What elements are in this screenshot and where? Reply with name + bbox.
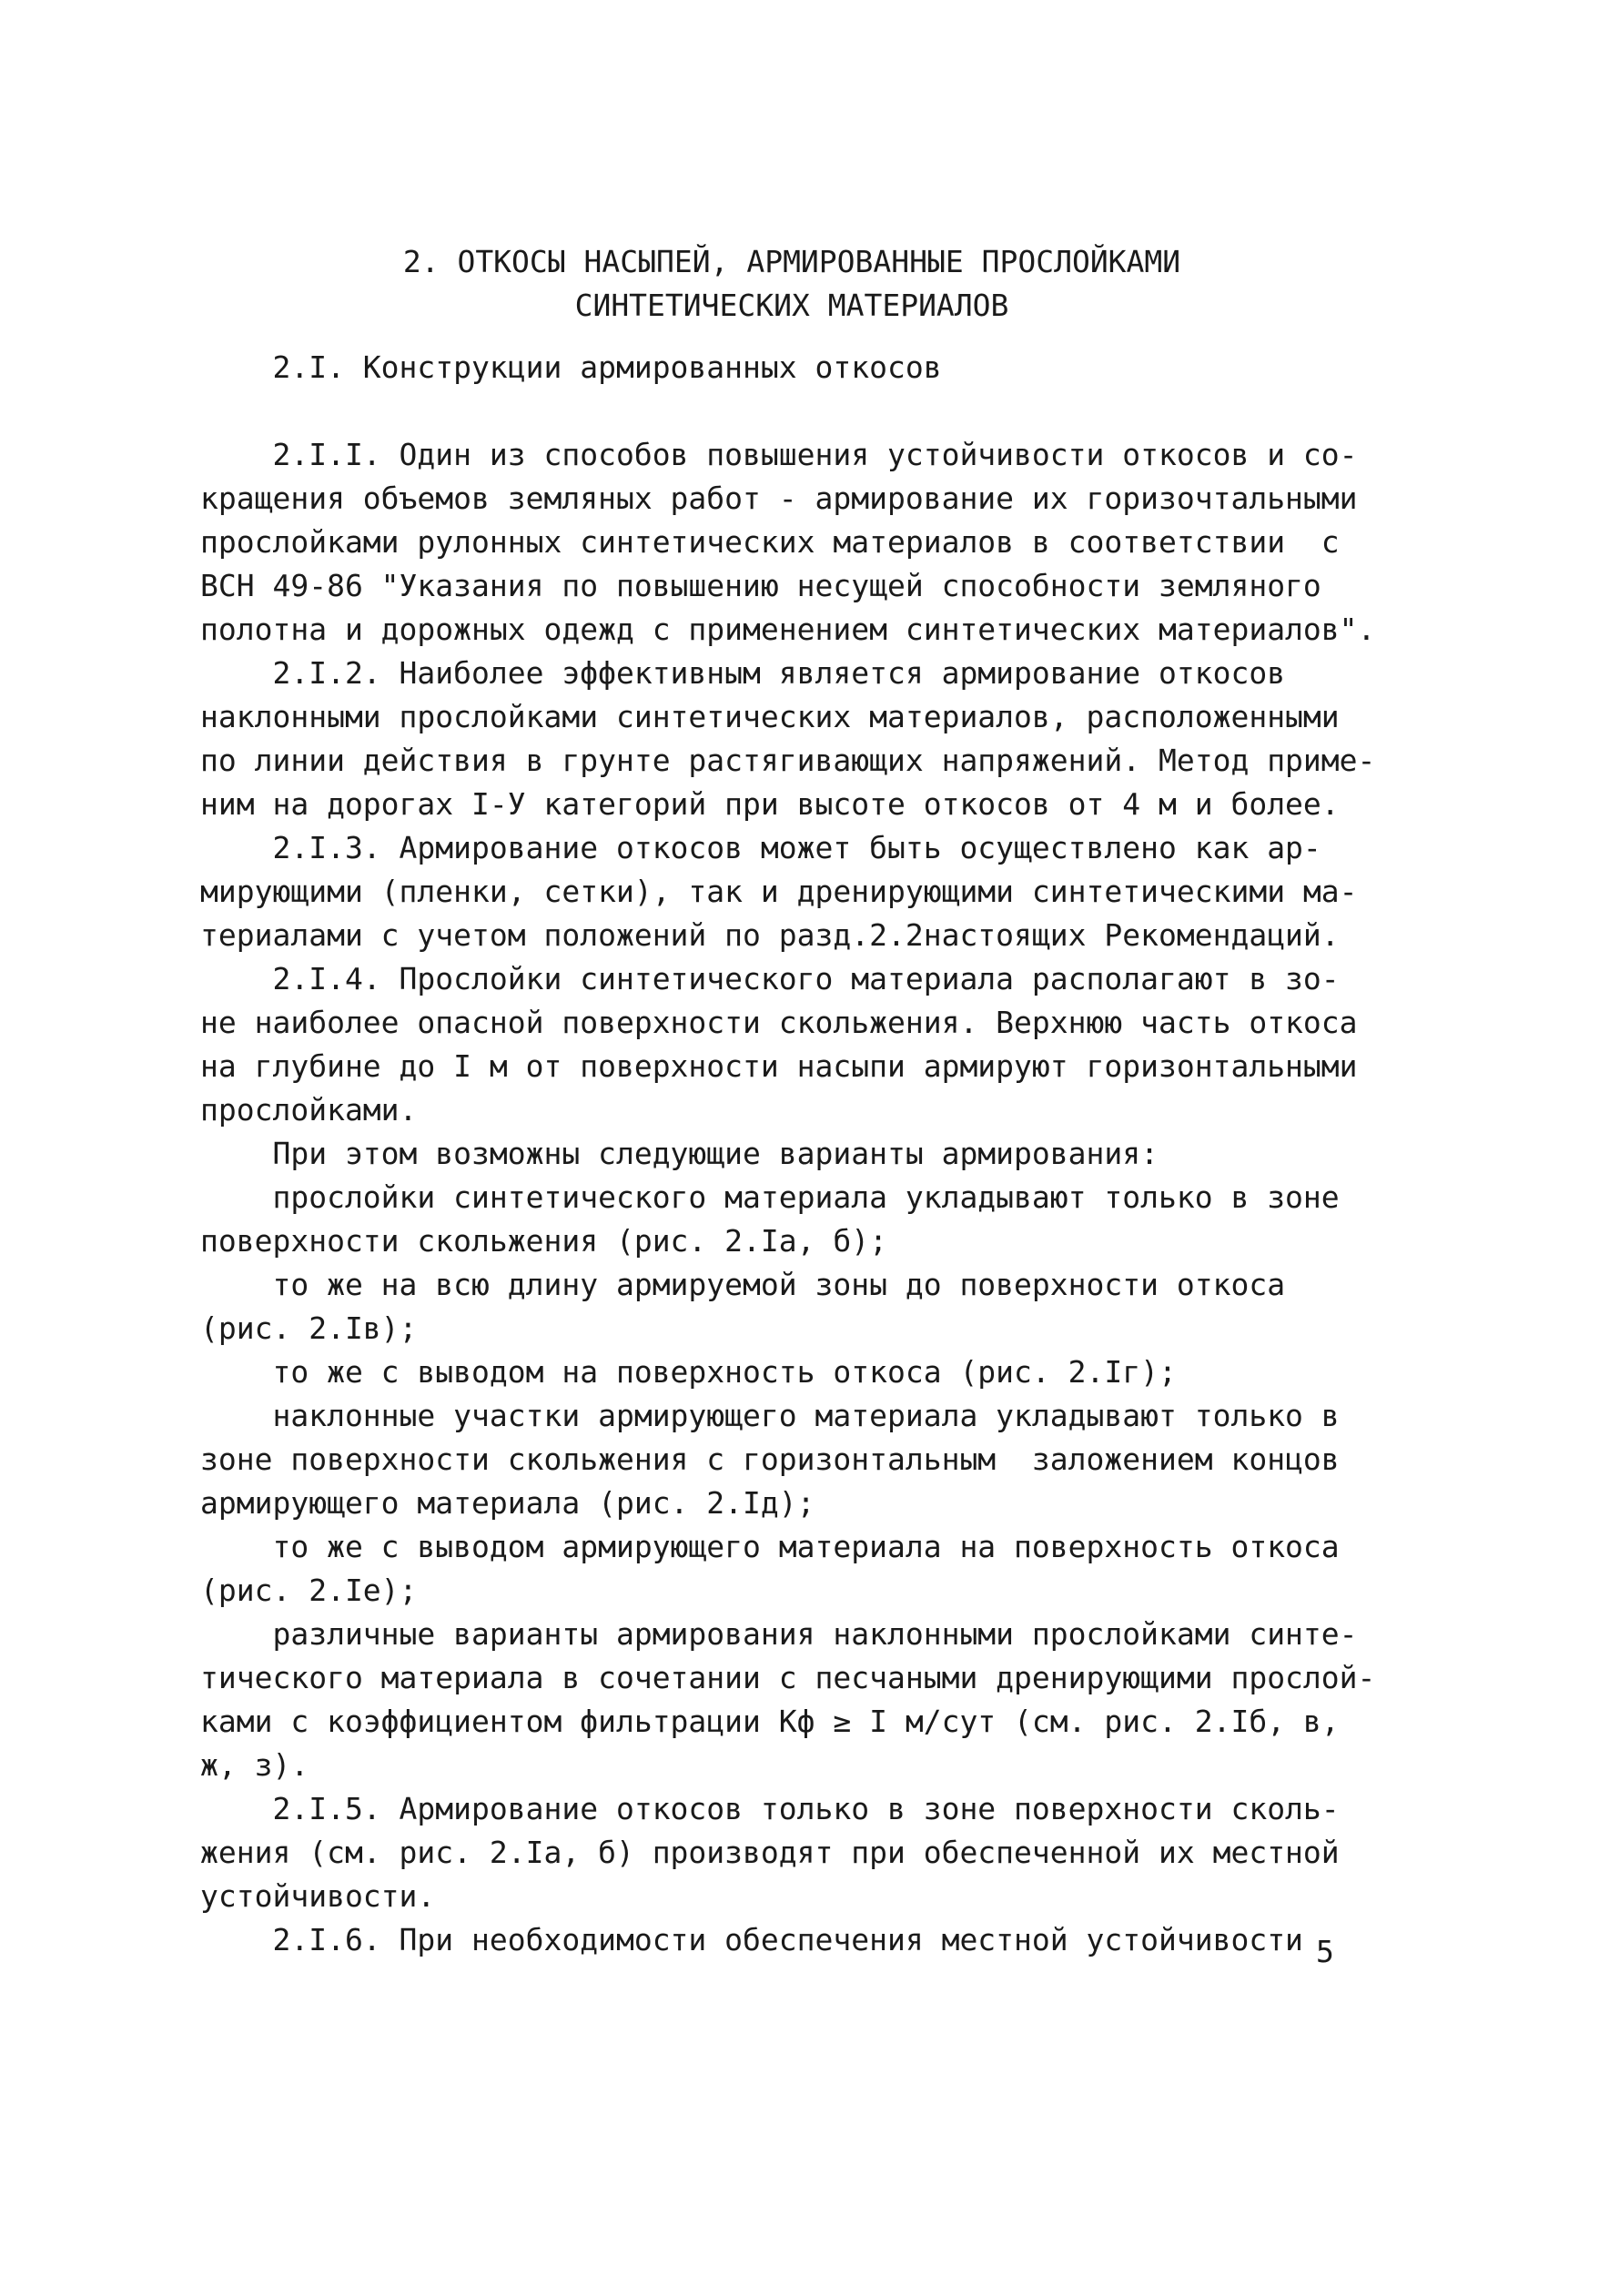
text-line: армирующего материала (рис. 2.Iд); xyxy=(200,1485,815,1521)
text-line: кращения объемов земляных работ - армирование их горизочтальными xyxy=(200,480,1358,516)
text-line: 2.I.I. Один из способов повышения устойчивости откосов и со- xyxy=(200,437,1358,472)
text-line: ж, з). xyxy=(200,1747,309,1783)
text-line: различные варианты армирования наклонными прослойками синте- xyxy=(200,1616,1358,1652)
text-line: прослойки синтетического материала укладывают только в зоне xyxy=(200,1179,1340,1215)
page-number: 5 xyxy=(1316,1934,1334,1969)
text-line: зоне поверхности скольжения с горизонтальным заложением концов xyxy=(200,1441,1340,1477)
text-line: 2.I.3. Армирование откосов может быть осуществлено как ар- xyxy=(200,830,1321,865)
text-line: мирующими (пленки, сетки), так и дренирующими синтетическими ма- xyxy=(200,874,1358,909)
text-line: по линии действия в грунте растягивающих напряжений. Метод приме- xyxy=(200,743,1376,778)
text-line: 2.I.5. Армирование откосов только в зоне поверхности сколь- xyxy=(200,1791,1340,1826)
text-line: (рис. 2.Iе); xyxy=(200,1573,418,1608)
text-line: ВСН 49-86 "Указания по повышению несущей способности земляного xyxy=(200,568,1321,603)
text-line: 2.I.4. Прослойки синтетического материала располагают в зо- xyxy=(200,961,1340,996)
text-line: 2.I.2. Наиболее эффективным является армирование откосов xyxy=(200,655,1286,691)
text-line: наклонными прослойками синтетических материалов, расположенными xyxy=(200,699,1340,734)
body-text xyxy=(200,346,1376,1962)
text-line: жения (см. рис. 2.Iа, б) производят при обеспеченной их местной xyxy=(200,1835,1340,1870)
text-line: ним на дорогах I-У категорий при высоте откосов от 4 м и более. xyxy=(200,786,1340,822)
text-line: ками с коэффициентом фильтрации Кф ≥ I м/сут (см. рис. 2.Iб, в, xyxy=(200,1704,1340,1739)
text-line: поверхности скольжения (рис. 2.Iа, б); xyxy=(200,1223,887,1259)
text-line xyxy=(200,389,1365,433)
section-title-line-2: СИНТЕТИЧЕСКИХ МАТЕРИАЛОВ xyxy=(574,288,1009,323)
text-line: на глубине до I м от поверхности насыпи армируют горизонтальными xyxy=(200,1048,1358,1084)
text-line: то же на всю длину армируемой зоны до поверхности откоса xyxy=(200,1267,1286,1302)
text-line: При этом возможны следующие варианты армирования: xyxy=(200,1136,1159,1171)
text-line: полотна и дорожных одежд с применением синтетических материалов". xyxy=(200,612,1376,647)
text-line: 2.I. Конструкции армированных откосов xyxy=(200,349,942,385)
text-line: то же с выводом армирующего материала на поверхность откоса xyxy=(200,1529,1340,1564)
text-line: 2.I.6. При необходимости обеспечения местной устойчивости xyxy=(200,1922,1303,1957)
text-line: то же с выводом на поверхность откоса (рис. 2.Iг); xyxy=(200,1354,1177,1390)
text-line: (рис. 2.Iв); xyxy=(200,1310,418,1346)
text-line: прослойками. xyxy=(200,1092,418,1128)
section-title-line-1: 2. ОТКОСЫ НАСЫПЕЙ, АРМИРОВАННЫЕ ПРОСЛОЙКАМИ xyxy=(402,244,1181,279)
text-line: наклонные участки армирующего материала укладывают только в xyxy=(200,1398,1340,1433)
text-line: прослойками рулонных синтетических материалов в соответствии с xyxy=(200,524,1340,560)
text-line: не наиболее опасной поверхности скольжения. Верхнюю часть откоса xyxy=(200,1005,1358,1040)
text-line: устойчивости. xyxy=(200,1878,436,1914)
text-line: тического материала в сочетании с песчаными дренирующими прослой- xyxy=(200,1660,1376,1695)
text-line: териалами с учетом положений по разд.2.2настоящих Рекомендаций. xyxy=(200,917,1340,953)
